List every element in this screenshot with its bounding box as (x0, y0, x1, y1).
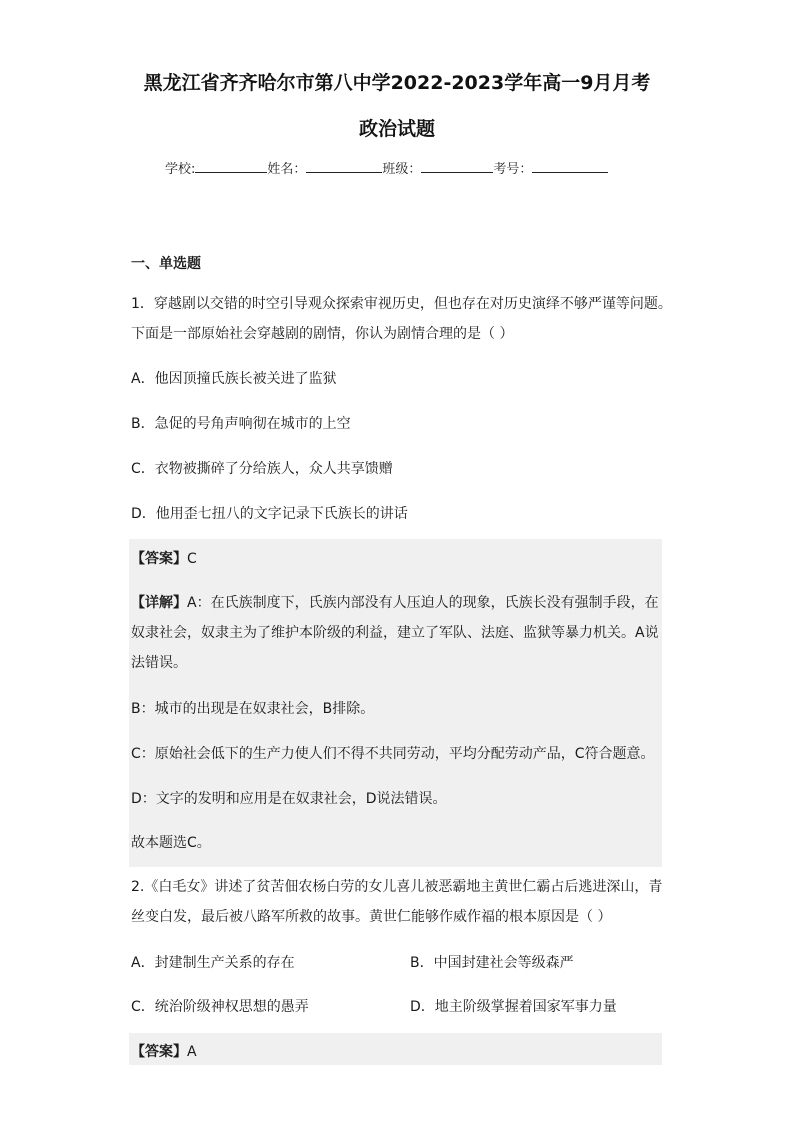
answer-value: C (187, 551, 197, 567)
q1-detail-line1: 【详解】A：在氏族制度下，氏族内部没有人压迫人的现象，氏族长没有强制手段，在 (131, 595, 659, 611)
q2-option-b: B．中国封建社会等级森严 (410, 955, 574, 971)
q2-stem-line1: 2.《白毛女》讲述了贫苦佃农杨白劳的女儿喜儿被恶霸地主黄世仁霸占后逃进深山，青 (131, 879, 663, 895)
answer-value: A (187, 1044, 197, 1060)
q2-option-a: A．封建制生产关系的存在 (131, 955, 295, 971)
q1-detail-d: D：文字的发明和应用是在奴隶社会，D说法错误。 (131, 791, 447, 807)
q2-stem-line2: 丝变白发，最后被八路军所救的故事。黄世仁能够作威作福的根本原因是（ ） (131, 909, 612, 925)
number-label: 考号： (493, 162, 533, 177)
name-label: 姓名： (267, 162, 307, 177)
exam-title: 黑龙江省齐齐哈尔市第八中学2022-2023学年高一9月月考 (143, 72, 651, 94)
q1-conclusion: 故本题选C。 (131, 835, 211, 851)
school-label: 学校: (165, 162, 196, 177)
name-blank[interactable] (306, 158, 382, 173)
q1-detail-line2: 奴隶社会，奴隶主为了维护本阶级的利益，建立了军队、法庭、监狱等暴力机关。A说 (131, 625, 659, 641)
class-blank[interactable] (421, 158, 493, 173)
section-heading: 一、单选题 (131, 256, 201, 272)
q1-stem-line1: 1．穿越剧以交错的时空引导观众探索审视历史，但也存在对历史演绎不够严谨等问题。 (131, 296, 672, 312)
q1-option-a: A．他因顶撞氏族长被关进了监狱 (131, 371, 337, 387)
q1-detail-line3: 法错误。 (131, 655, 187, 671)
q2-answer (131, 1041, 197, 1061)
school-blank[interactable] (195, 158, 267, 173)
answer-label: 【答案】 (131, 551, 187, 567)
q2-answer-panel (129, 1033, 662, 1065)
student-info-line (165, 158, 608, 177)
exam-subject: 政治试题 (358, 118, 435, 140)
detail-label: 【详解】 (131, 595, 187, 611)
q1-detail-c: C：原始社会低下的生产力使人们不得不共同劳动，平均分配劳动产品，C符合题意。 (131, 746, 655, 762)
q1-option-d: D．他用歪七扭八的文字记录下氏族长的讲话 (131, 506, 408, 522)
class-label: 班级： (382, 162, 422, 177)
q2-option-c: C．统治阶级神权思想的愚弄 (131, 999, 309, 1015)
q1-answer (131, 548, 197, 568)
answer-label: 【答案】 (131, 1044, 187, 1060)
q1-option-b: B．急促的号角声响彻在城市的上空 (131, 416, 351, 432)
q1-detail-b: B：城市的出现是在奴隶社会，B排除。 (131, 701, 375, 717)
q1-stem-line2: 下面是一部原始社会穿越剧的剧情，你认为剧情合理的是（ ） (131, 326, 514, 342)
q1-option-c: C．衣物被撕碎了分给族人，众人共享馈赠 (131, 461, 393, 477)
q2-option-d: D．地主阶级掌握着国家军事力量 (410, 999, 617, 1015)
number-blank[interactable] (532, 158, 608, 173)
